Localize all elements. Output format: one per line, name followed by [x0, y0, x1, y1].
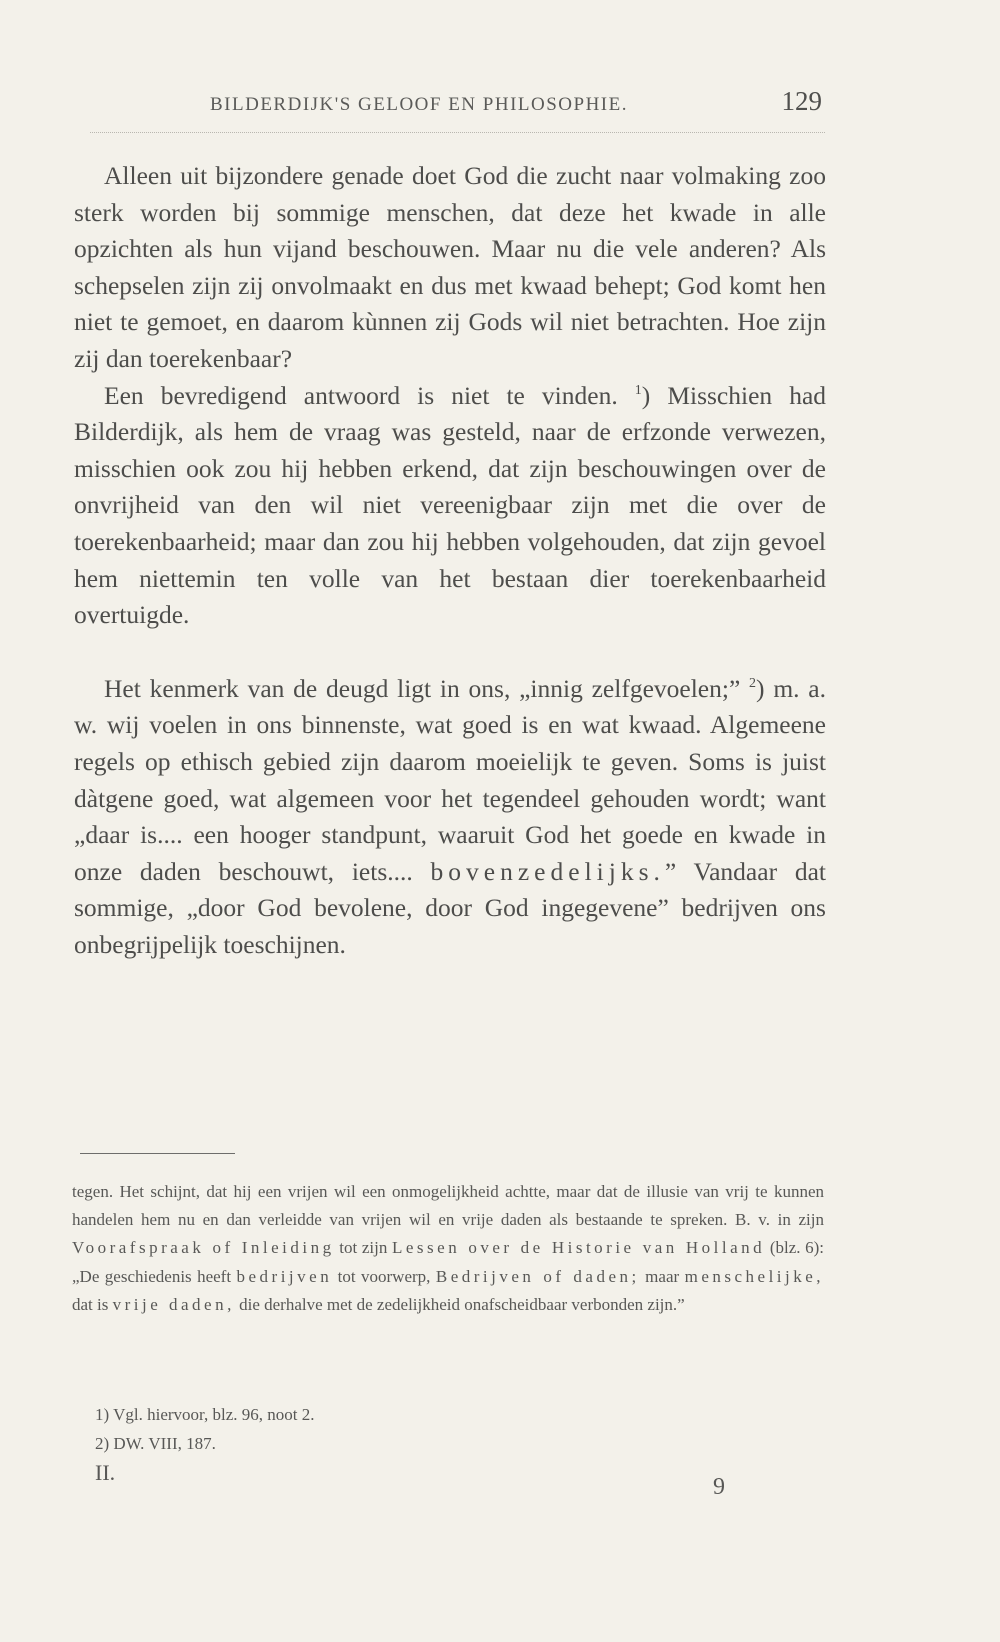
paragraph-3-middle: ) m. a. w. wij voelen in ons binnenste, wat goed is en wat kwaad. Algemeene regels op ethisch gebied zijn daarom moeielijk te geven. Soms is juist dàtgene goed, wat algemeen voor het tegendeel gehouden wordt; want „daar is.... een hooger standpunt, waaruit God het goede en kwade in onze daden beschouwt, iets....: [74, 673, 826, 886]
footnote-continuation: [72, 1178, 824, 1319]
page-number: 129: [781, 86, 822, 116]
footnote-ref-1: 1: [634, 382, 642, 398]
volume-signature: II.: [95, 1460, 116, 1485]
fn-text-b: tot zijn: [339, 1238, 388, 1258]
fn-word-1: bedrijven: [236, 1266, 333, 1286]
running-title: BILDERDIJK'S GELOOF EN PHILOSOPHIE.: [210, 94, 628, 115]
fn-title-1: Voorafspraak of Inleiding: [72, 1238, 335, 1258]
fn-text-e: maar: [645, 1266, 680, 1286]
sheet-signature: 9: [713, 1474, 725, 1500]
fn-text-a: tegen. Het schijnt, dat hij een vrijen wil een onmogelijkheid achtte, maar dat de illusie van vrij te kunnen handelen hem nu en dan verleidde van vrijen wil en vrije daden als bestaande te spreken. B. v. in zijn: [72, 1182, 824, 1230]
paragraph-2-start: Een bevredigend antwoord is niet te vinden.: [104, 380, 618, 410]
spaced-emphasis: bovenzedelijks.: [430, 856, 665, 886]
paragraph-3-end: ” Vandaar dat sommige, „door God bevolene, door God ingegevene” bedrijven ons onbegrijpelijk toeschijnen.: [74, 856, 827, 959]
fn-title-2: Lessen over de Historie van Holland: [391, 1238, 766, 1258]
paragraph-1: Alleen uit bijzondere genade doet God die zucht naar volmaking zoo sterk worden bij sommige menschen, dat deze het kwade in alle opzichten als hun vijand beschouwen. Maar nu die vele anderen? Als schepselen zijn zij onvolmaakt en dus met kwaad behept; God komt hen niet te gemoet, en daarom kùnnen zij Gods wil niet betrachten. Hoe zijn zij dan toerekenbaar?: [74, 161, 826, 373]
fn-text-c: (blz. 6): „De geschiedenis heeft: [72, 1238, 825, 1286]
header-rule: [90, 132, 825, 137]
fn-word-3: menschelijke,: [684, 1266, 825, 1286]
page-header: [210, 86, 822, 117]
paragraph-3-start: Het kenmerk van de deugd ligt in ons, „innig zelfgevoelen;”: [104, 673, 741, 703]
paragraph-3: [74, 671, 826, 964]
fn-text-g: die derhalve met de zedelijkheid onafscheidbaar verbonden zijn.”: [239, 1294, 685, 1314]
fn-word-4: vrije daden,: [112, 1294, 235, 1314]
footnote-list: [95, 1400, 695, 1458]
paragraph-2: [74, 378, 826, 634]
fn-text-f: dat is: [72, 1294, 109, 1314]
fn-word-2: Bedrijven of daden;: [435, 1266, 640, 1286]
paragraph-2-rest: ) Misschien had Bilderdijk, als hem de vraag was gesteld, naar de erfzonde verwezen, misschien ook zou hij hebben erkend, dat zijn beschouwingen over de onvrijheid van den wil niet vereenigbaar zijn met die over de toerekenbaarheid; maar dan zou hij hebben volgehouden, dat zijn gevoel hem niettemin ten volle van het bestaan dier toerekenbaarheid overtuigde.: [74, 380, 827, 630]
footnote-1: 1) Vgl. hiervoor, blz. 96, noot 2.: [95, 1405, 315, 1424]
fn-text-d: tot voorwerp,: [337, 1266, 431, 1286]
footnote-rule: [80, 1153, 235, 1154]
main-text: [74, 158, 826, 963]
footnote-2: 2) DW. VIII, 187.: [95, 1434, 216, 1453]
footnote-ref-2: 2: [749, 675, 757, 691]
